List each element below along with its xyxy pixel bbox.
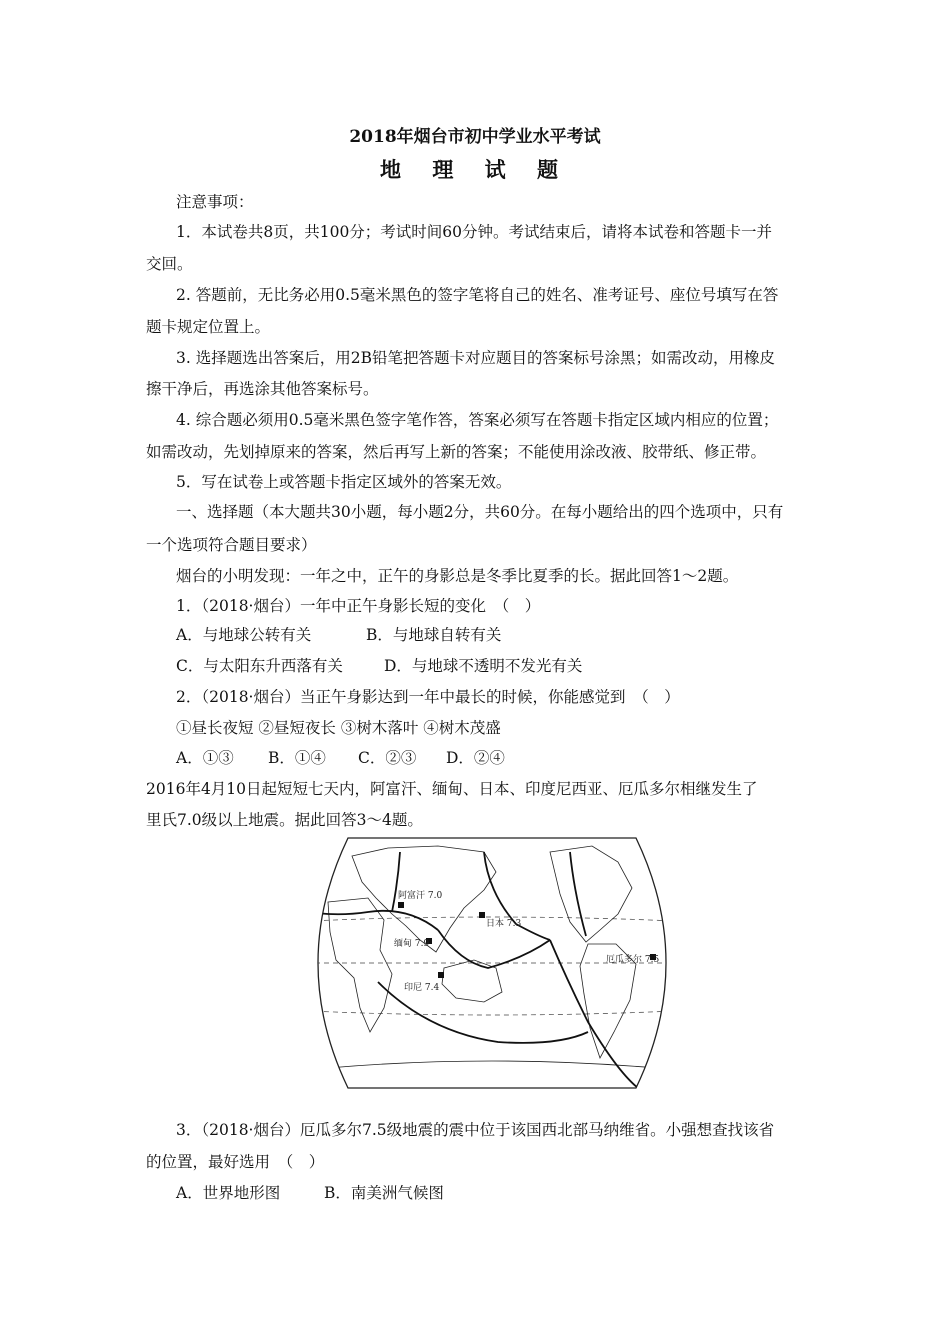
notice-item-1: 1．本试卷共8页，共100分；考试时间60分钟。考试结束后，请将本试卷和答题卡一并 bbox=[176, 223, 773, 241]
intro-q3-q4-cont: 里氏7.0级以上地震。据此回答3～4题。 bbox=[146, 811, 423, 829]
q2-option-c: C．②③ bbox=[358, 749, 417, 767]
notice-item-4: 4. 综合题必须用0.5毫米黑色签字笔作答，答案必须写在答题卡指定区域内相应的位置； bbox=[176, 411, 779, 429]
q2-option-b: B．①④ bbox=[268, 749, 326, 767]
notice-item-5: 5．写在试卷上或答题卡指定区域外的答案无效。 bbox=[176, 473, 512, 491]
world-plate-map bbox=[288, 832, 696, 1094]
notice-heading: 注意事项： bbox=[176, 193, 254, 211]
section-heading-cont: 一个选项符合题目要求） bbox=[146, 536, 317, 554]
notice-item-3: 3. 选择题选出答案后，用2B铅笔把答题卡对应题目的答案标号涂黑；如需改动，用橡皮 bbox=[176, 349, 775, 367]
marker-indonesia bbox=[438, 972, 444, 978]
q3-stem-cont: 的位置，最好选用 （ ） bbox=[146, 1153, 325, 1171]
intro-q1-q2: 烟台的小明发现：一年之中，正午的身影总是冬季比夏季的长。据此回答1～2题。 bbox=[176, 567, 739, 585]
label-ecuador: 厄瓜多尔 7.5 bbox=[606, 955, 660, 965]
q2-option-a: A．①③ bbox=[176, 749, 234, 767]
notice-item-4-cont: 如需改动，先划掉原来的答案，然后再写上新的答案；不能使用涂改液、胶带纸、修正带。 bbox=[146, 443, 767, 461]
marker-afghanistan bbox=[398, 902, 404, 908]
q1-option-c: C．与太阳东升西落有关 bbox=[176, 657, 343, 675]
notice-item-2-cont: 题卡规定位置上。 bbox=[146, 318, 271, 336]
intro-q3-q4: 2016年4月10日起短短七天内，阿富汗、缅甸、日本、印度尼西亚、厄瓜多尔相继发生了 bbox=[146, 780, 758, 798]
q3-option-b: B．南美洲气候图 bbox=[324, 1184, 444, 1202]
label-myanmar: 缅甸 7.9 bbox=[394, 939, 430, 949]
section-heading: 一、选择题（本大题共30小题，每小题2分，共60分。在每小题给出的四个选项中，只有 bbox=[176, 503, 784, 521]
subject-title: 地 理 试 题 bbox=[380, 157, 570, 182]
label-afghanistan: 阿富汗 7.0 bbox=[398, 891, 443, 901]
q3-option-a: A．世界地形图 bbox=[176, 1184, 281, 1202]
q1-option-a: A．与地球公转有关 bbox=[176, 626, 312, 644]
notice-item-3-cont: 擦干净后，再选涂其他答案标号。 bbox=[146, 380, 379, 398]
marker-japan bbox=[479, 912, 485, 918]
notice-item-1-cont: 交回。 bbox=[146, 255, 193, 273]
label-japan: 日本 7.3 bbox=[486, 919, 522, 929]
q1-option-d: D．与地球不透明不发光有关 bbox=[384, 657, 583, 675]
q2-stem: 2．（2018·烟台）当正午身影达到一年中最长的时候，你能感觉到 （ ） bbox=[176, 688, 680, 706]
notice-item-2: 2. 答题前，无比务必用0.5毫米黑色的签字笔将自己的姓名、准考证号、座位号填写在答 bbox=[176, 286, 779, 304]
q1-stem: 1．（2018·烟台）一年中正午身影长短的变化 （ ） bbox=[176, 597, 541, 615]
label-indonesia: 印尼 7.4 bbox=[404, 983, 440, 993]
q3-stem: 3．（2018·烟台）厄瓜多尔7.5级地震的震中位于该国西北部马纳维省。小强想查找该省 bbox=[176, 1121, 775, 1139]
q2-option-d: D．②④ bbox=[446, 749, 505, 767]
exam-title: 2018年烟台市初中学业水平考试 bbox=[349, 127, 601, 147]
q1-option-b: B．与地球自转有关 bbox=[366, 626, 502, 644]
q2-choices: ①昼长夜短 ②昼短夜长 ③树木落叶 ④树木茂盛 bbox=[176, 719, 501, 737]
